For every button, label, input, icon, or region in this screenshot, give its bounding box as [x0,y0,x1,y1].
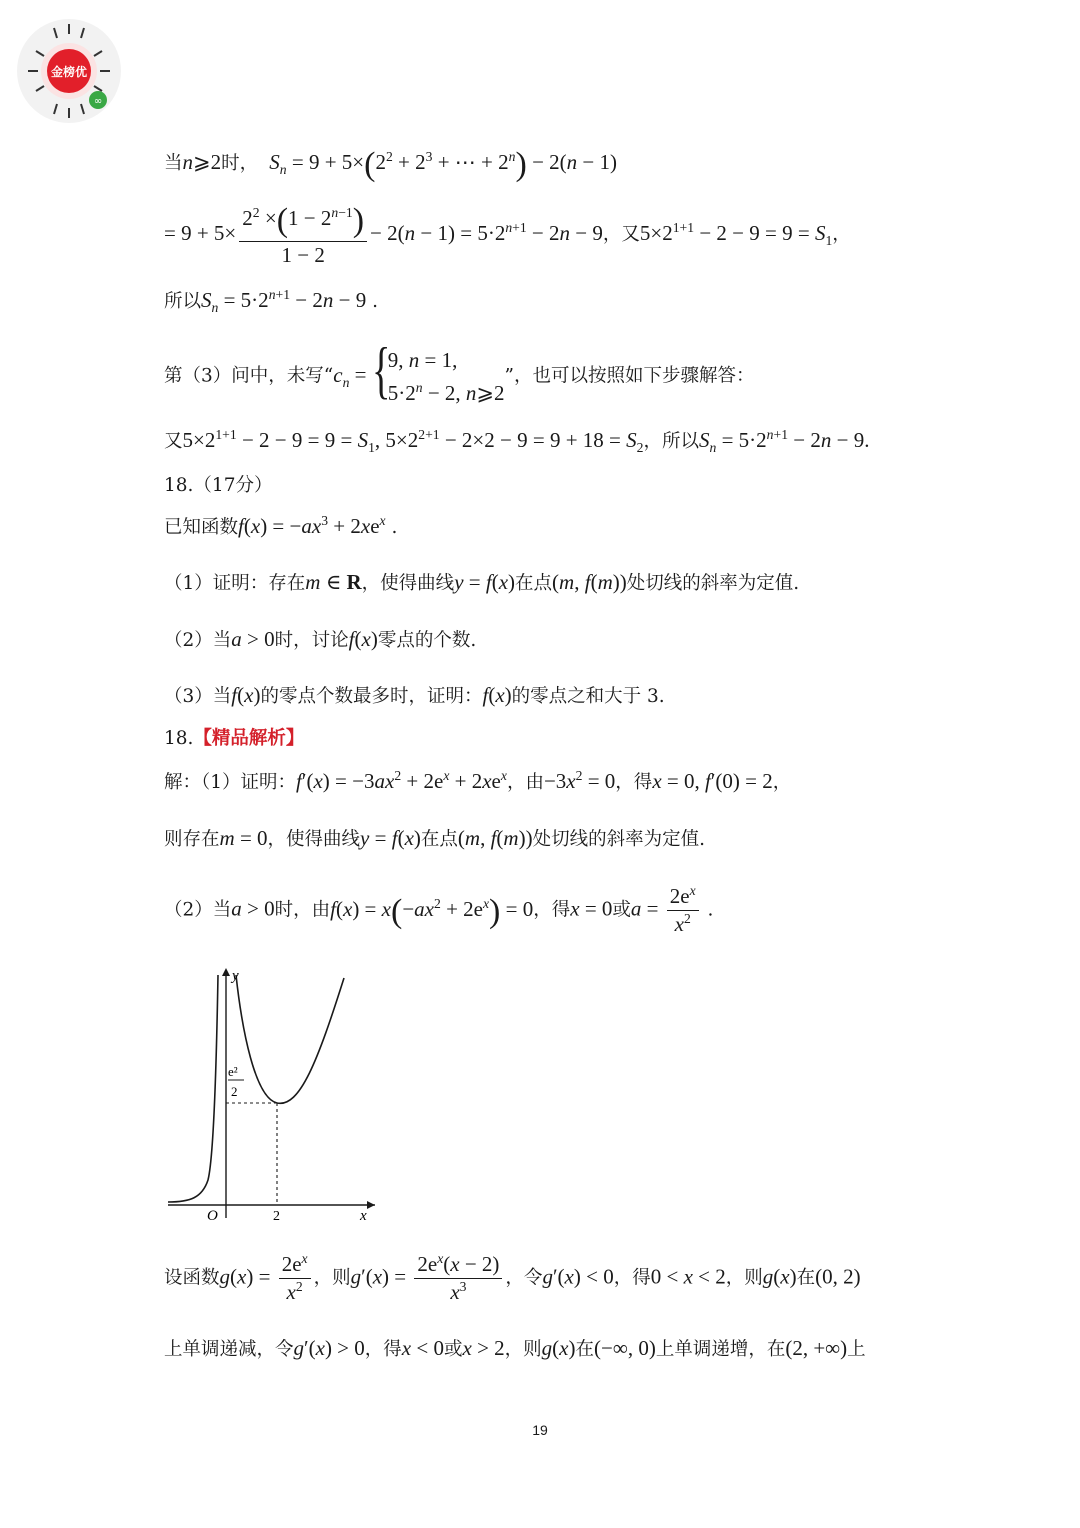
graph-of-g [160,960,390,1230]
q18-part2: （2）当a > 0时，讨论f(x)零点的个数. [164,627,477,651]
solution-step1: 解：（1）证明：$f'(x) = -3ax^2 + 2e^x + 2xe^x$，由$-3x^2 = 0$，得x = 0, f′(0) = 2， [164,768,792,793]
solution-step2: 则存在m = 0，使得曲线y = f(x)在点(m, f(m))处切线的斜率为定值. [164,826,705,850]
x-tick-2: 2 [273,1209,280,1224]
x-axis-label: x [360,1208,367,1224]
min-value-den: 2 [231,1084,238,1099]
page-number: 19 [532,1422,548,1438]
curve-left-branch [168,975,218,1202]
logo-brand-text: 金榜优 [50,65,88,79]
sum-line-2: = 9 + 5× $\frac{2^2 \times(1 - 2^{n-1})}{1 - 2}$ − $2(n - 1) = 5\cdot 2^{n+1} - 2n - 9$，又$5\times 2^{1+1} - 2 - 9 = 9 = S_1$， [164,202,851,267]
q18-stem: 已知函数$f(x) = -ax^3 + 2xe^x$ . [164,513,398,538]
min-value-num: e² [228,1064,238,1079]
sum-line-1: 当n⩾2时， $S_n = 9 + 5\times(2^2 + 2^3$ + ⋯ + $2^n) - 2(n - 1)$ [164,146,617,183]
q18-part1: （1）证明：存在m ∈ R，使得曲线y = f(x)在点(m, f(m))处切线的斜率为定值. [164,570,800,594]
sum-line-4-cases: 第（3）问中，未写“$c_n$ = { 9, n = 1, $5\cdot 2^n - 2$, n⩾2 ”，也可以按照如下步骤解答： [164,334,755,405]
q18-header: 18.（17分） [164,475,273,496]
q18-part3: （3）当f(x)的零点个数最多时，证明：f(x)的零点之和大于 3. [164,683,665,707]
jinbangyou-logo [14,16,124,126]
sum-line-5: 又$5\times 2^{1+1} - 2 - 9 = 9 = S_1$, $5\times 2^{2+1} - 2\times 2 - 9 = 9 + 18 = S_2$，所以$S_n = 5\cdot 2^{n+1} - 2n - 9$. [164,427,870,456]
solution-step5: 上单调递减，令g′(x) > 0，得x < 0或x > 2，则g(x)在(−∞, 0)上单调递增，在(2, +∞)上 [164,1336,866,1360]
solution-step3: （2）当a > 0时，由$f(x) = x(-ax^2 + 2e^x) = 0$，得x = 0或a = $\frac{2e^x}{x^2}$ . [164,883,714,936]
curve-right-branch [236,975,344,1103]
svg-text:∞: ∞ [93,96,103,107]
solution-step4: 设函数g(x) = $\frac{2e^x}{x^2}$ ，则g′(x) = $\frac{2e^x(x - 2)}{x^3}$ ，令g′(x) < 0，得0 < x < 2，则g(x)在(0, 2) [164,1251,861,1304]
origin-label: O [207,1208,218,1224]
solution-header: 18.【精品解析】 [164,728,305,749]
y-axis-label: y [232,968,239,984]
sum-line-3: 所以$S_n = 5\cdot 2^{n+1} - 2n - 9$ . [164,287,378,316]
